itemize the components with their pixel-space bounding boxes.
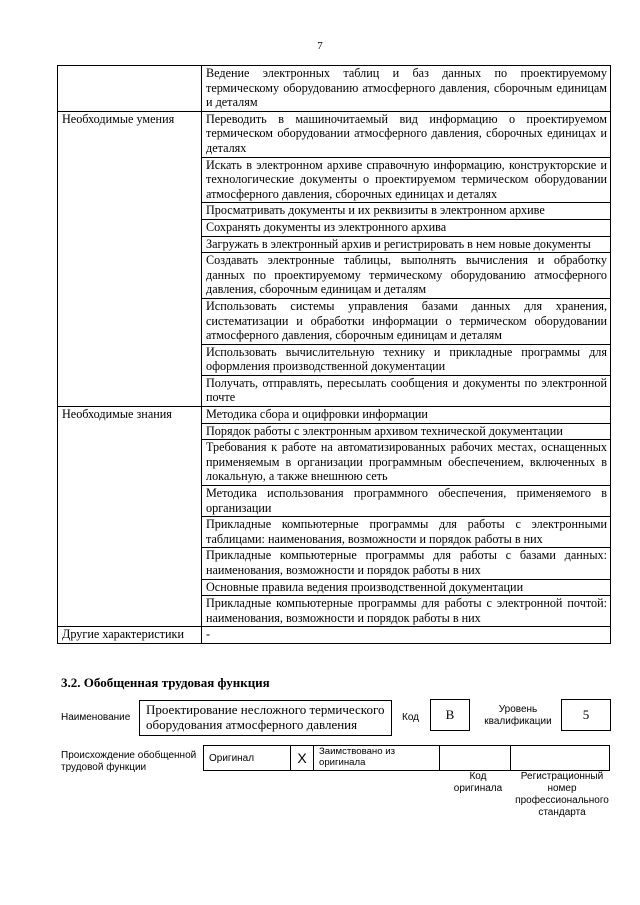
table-row (58, 66, 611, 112)
row-text: Загружать в электронный архив и регистрировать в нем новые документы (202, 236, 611, 253)
row-text: Получать, отправлять, пересылать сообщения и документы по электронной почте (202, 375, 611, 406)
origin-label: Происхождение обобщенной трудовой функции (61, 750, 197, 773)
row-text: Сохранять документы из электронного архива (202, 219, 611, 236)
row-text: Методика использования программного обеспечения, применяемого в организации (202, 486, 611, 517)
row-text: Прикладные компьютерные программы для работы с электронными таблицами: наименования, возможности и порядок работы в них (202, 517, 611, 548)
row-label: Необходимые умения (58, 111, 202, 406)
qualification-level-field: 5 (561, 699, 611, 731)
row-text: Основные правила ведения производственной документации (202, 579, 611, 596)
row-label (58, 66, 202, 112)
function-name-field: Проектирование несложного термического оборудования атмосферного давления (139, 700, 392, 736)
row-text: Требования к работе на автоматизированных рабочих местах, оснащенных применяемым в организации программным обеспечением, включенных в локальную, а также внешнюю сеть (202, 440, 611, 486)
table-row (58, 627, 611, 644)
page-number: 7 (317, 40, 323, 52)
row-text: Порядок работы с электронным архивом технической документации (202, 423, 611, 440)
row-text: Просматривать документы и их реквизиты в электронном архиве (202, 203, 611, 220)
row-text: Методика сбора и оцифровки информации (202, 407, 611, 424)
borrowed-label: Заимствовано из оригинала (314, 746, 440, 771)
row-label: Другие характеристики (58, 627, 202, 644)
table-row (58, 407, 611, 424)
reg-number-cell (511, 746, 610, 771)
row-text: - (202, 627, 611, 644)
section-title: 3.2. Обобщенная трудовая функция (61, 675, 270, 690)
name-label: Наименование (61, 712, 131, 723)
original-mark: X (291, 746, 314, 771)
row-text: Ведение электронных таблиц и баз данных по проектируемому термическому оборудованию атмосферного давления, сборочным единицам и деталям (202, 66, 611, 112)
row-label: Необходимые знания (58, 407, 202, 627)
skills-knowledge-table (57, 65, 611, 644)
row-text: Искать в электронном архиве справочную информацию, конструкторские и технологические документы о проектируемом термическом оборудовании атмосферного давления, сборочных единицах и деталях (202, 157, 611, 203)
qualification-level-label: Уровень квалификации (484, 704, 552, 727)
row-text: Прикладные компьютерные программы для работы с базами данных: наименования, возможности и порядок работы в них (202, 548, 611, 579)
code-field: B (430, 699, 470, 731)
row-text: Прикладные компьютерные программы для работы с электронной почтой: наименования, возможности и порядок работы в них (202, 596, 611, 627)
row-text: Использовать системы управления базами данных для хранения, систематизации и обработки информации о термическом оборудовании атмосферного давления, сборочным единицам и деталям (202, 298, 611, 344)
table-row (58, 111, 611, 157)
code-original-label: Код оригинала (453, 771, 503, 794)
original-label: Оригинал (204, 746, 291, 771)
origin-table (203, 745, 610, 771)
row-text: Переводить в машиночитаемый вид информацию о проектируемом термическом оборудовании атмосферного давления, сборочных единицах и деталях (202, 111, 611, 157)
code-label: Код (402, 712, 420, 723)
row-text: Использовать вычислительную технику и прикладные программы для оформления производственной документации (202, 344, 611, 375)
reg-number-label: Регистрационный номер профессионального стандарта (515, 771, 609, 818)
code-original-cell (440, 746, 511, 771)
row-text: Создавать электронные таблицы, выполнять вычисления и обработку данных по проектируемому термическому оборудованию атмосферного давления, сборочным единицам и деталям (202, 253, 611, 299)
